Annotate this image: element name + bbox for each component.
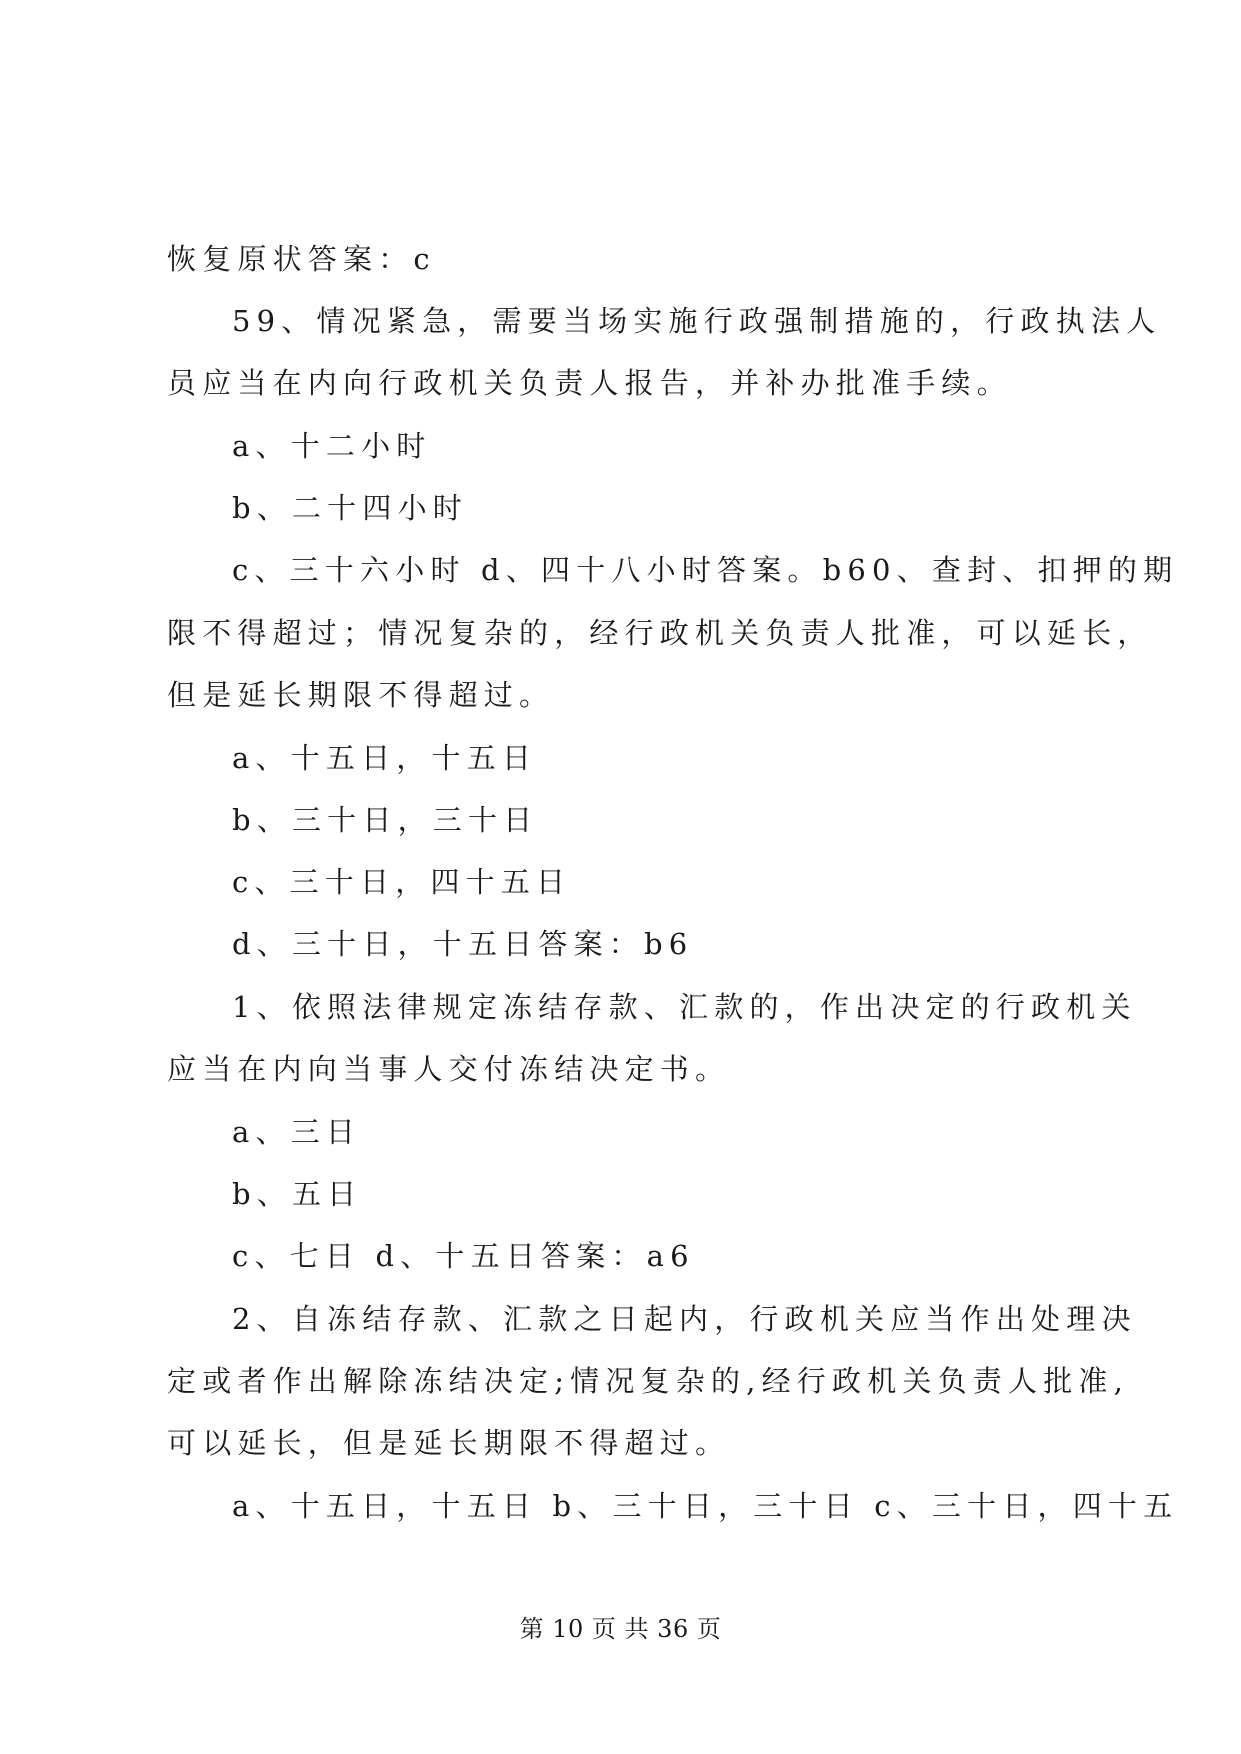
text-line: 限不得超过；情况复杂的，经行政机关负责人批准，可以延长， bbox=[167, 616, 1153, 650]
text-line: c、三十六小时 d、四十八小时答案。b60、查封、扣押的期 bbox=[232, 553, 1179, 587]
text-line: 定或者作出解除冻结决定;情况复杂的,经行政机关负责人批准, bbox=[167, 1364, 1130, 1398]
text-line: 员应当在内向行政机关负责人报告，并补办批准手续。 bbox=[167, 366, 1012, 400]
text-line: b、五日 bbox=[232, 1177, 363, 1211]
text-line: 但是延长期限不得超过。 bbox=[167, 678, 555, 712]
text-line: c、七日 d、十五日答案：a6 bbox=[232, 1239, 695, 1273]
text-line: 2、自冻结存款、汇款之日起内，行政机关应当作出处理决 bbox=[232, 1302, 1137, 1336]
text-line: d、三十日，十五日答案：b6 bbox=[232, 927, 694, 961]
text-line: 应当在内向当事人交付冻结决定书。 bbox=[167, 1052, 731, 1086]
text-line: a、十五日，十五日 bbox=[232, 741, 538, 775]
text-line: b、二十四小时 bbox=[232, 491, 468, 525]
text-line: 恢复原状答案：c bbox=[167, 242, 436, 276]
text-line: a、三日 bbox=[232, 1115, 362, 1149]
text-line: c、三十日，四十五日 bbox=[232, 865, 572, 899]
text-line: a、十五日，十五日 b、三十日，三十日 c、三十日，四十五 bbox=[232, 1489, 1179, 1523]
text-line: a、十二小时 bbox=[232, 429, 432, 463]
text-line: 可以延长，但是延长期限不得超过。 bbox=[167, 1426, 731, 1460]
text-line: 59、情况紧急，需要当场实施行政强制措施的，行政执法人 bbox=[232, 304, 1162, 338]
page-footer: 第 10 页 共 36 页 bbox=[519, 1615, 722, 1643]
text-line: b、三十日，三十日 bbox=[232, 803, 539, 837]
text-line: 1、依照法律规定冻结存款、汇款的，作出决定的行政机关 bbox=[232, 990, 1137, 1024]
